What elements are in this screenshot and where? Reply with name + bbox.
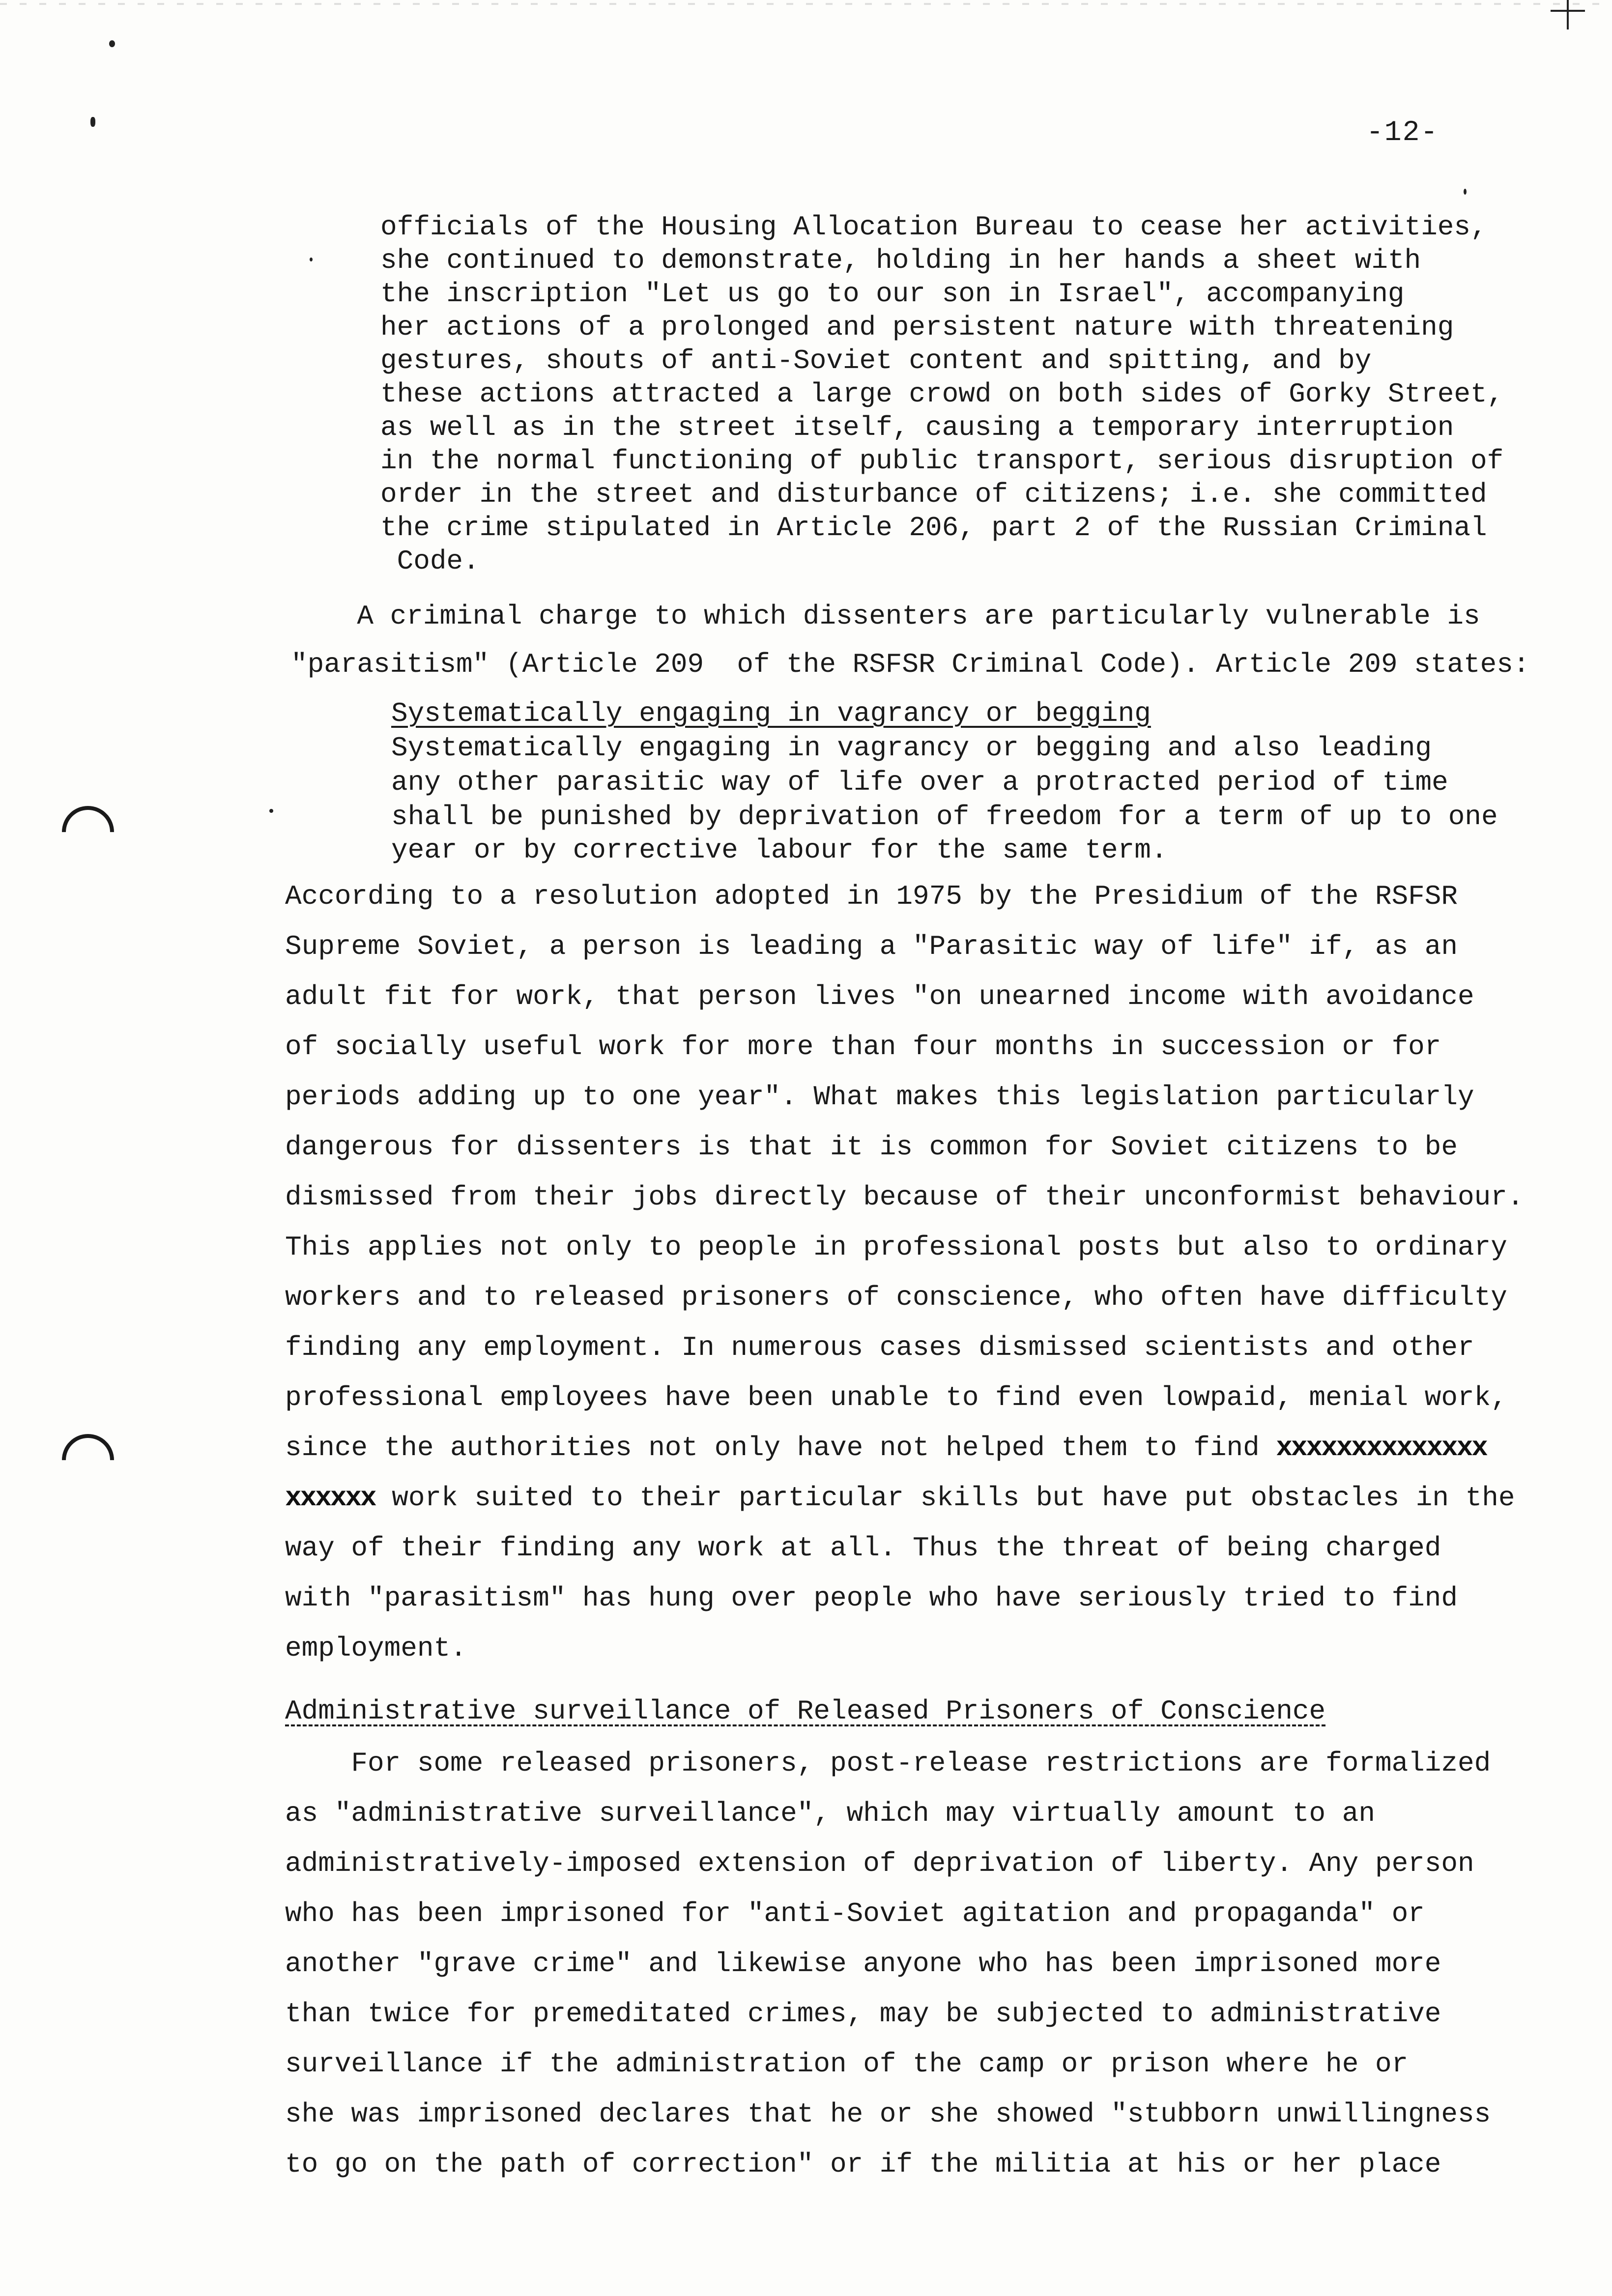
para2-line: to go on the path of correction" or if the militia at his or her place [285, 2149, 1441, 2180]
quote1-line: she continued to demonstrate, holding in her hands a sheet with [380, 245, 1421, 276]
para2-line: For some released prisoners, post-release restrictions are formalized [285, 1748, 1491, 1779]
quote2-line: Systematically engaging in vagrancy or begging and also leading [391, 732, 1432, 764]
para1-line-with-strikeout [285, 1482, 1515, 1514]
para1-line: Supreme Soviet, a person is leading a "Parasitic way of life" if, as an [285, 931, 1458, 962]
para2-line: surveillance if the administration of the camp or prison where he or [285, 2048, 1409, 2080]
para1-line: According to a resolution adopted in 1975 by the Presidium of the RSFSR [285, 881, 1458, 912]
para1-line-with-strikeout [285, 1432, 1487, 1464]
scan-speck-icon [90, 117, 95, 127]
para1-line: of socially useful work for more than four months in succession or for [285, 1031, 1441, 1062]
quote1-line: Code. [380, 545, 480, 577]
struck-out-text: xxxxxxxxxxxxxx [1276, 1432, 1487, 1464]
para2-line: administratively-imposed extension of deprivation of liberty. Any person [285, 1848, 1474, 1879]
struck-out-text: xxxxxx [285, 1482, 375, 1514]
para1-line: way of their finding any work at all. Thus the threat of being charged [285, 1532, 1441, 1564]
para1-line: employment. [285, 1633, 467, 1664]
para2-line: who has been imprisoned for "anti-Soviet agitation and propaganda" or [285, 1898, 1425, 1929]
intro-line: "parasitism" (Article 209 of the RSFSR Criminal Code). Article 209 states: [291, 649, 1530, 680]
quote1-line: the inscription "Let us go to our son in Israel", accompanying [380, 278, 1405, 310]
para2-line: she was imprisoned declares that he or she showed "stubborn unwillingness [285, 2098, 1491, 2130]
quote1-line: in the normal functioning of public transport, serious disruption of [380, 445, 1504, 477]
page-number: -12- [1366, 117, 1439, 149]
para1-line: finding any employment. In numerous cases dismissed scientists and other [285, 1332, 1474, 1363]
scan-speck-icon [1464, 189, 1467, 195]
para1-line: adult fit for work, that person lives "on unearned income with avoidance [285, 981, 1474, 1012]
intro-line: A criminal charge to which dissenters are particularly vulnerable is [291, 601, 1480, 632]
section-heading: Administrative surveillance of Released Prisoners of Conscience [285, 1695, 1326, 1727]
quote2-line: year or by corrective labour for the same term. [391, 834, 1168, 866]
quote1-line: officials of the Housing Allocation Bureau to cease her activities, [380, 211, 1487, 243]
para1-line: workers and to released prisoners of conscience, who often have difficulty [285, 1282, 1507, 1313]
scan-edge-artifact [0, 3, 1612, 5]
punch-hole-icon [51, 795, 125, 869]
para1-line: professional employees have been unable to find even lowpaid, menial work, [285, 1382, 1507, 1413]
quote1-line: gestures, shouts of anti-Soviet content and spitting, and by [380, 345, 1372, 376]
para1-line: dismissed from their jobs directly because of their unconformist behaviour. [285, 1181, 1524, 1213]
quote2-line: shall be punished by deprivation of freedom for a term of up to one [391, 801, 1498, 832]
scan-speck-icon [310, 258, 313, 261]
quote1-line: her actions of a prolonged and persistent nature with threatening [380, 312, 1454, 343]
quote1-line: the crime stipulated in Article 206, part 2 of the Russian Criminal [380, 512, 1487, 544]
para1-line: since the authorities not only have not helped them to find [285, 1432, 1276, 1464]
punch-hole-icon [51, 1423, 125, 1497]
para1-line: dangerous for dissenters is that it is common for Soviet citizens to be [285, 1131, 1458, 1163]
para2-line: another "grave crime" and likewise anyone who has been imprisoned more [285, 1948, 1441, 1980]
quote2-underlined-line: Systematically engaging in vagrancy or begging [391, 698, 1151, 729]
corner-registration-mark-icon [1548, 0, 1587, 34]
scan-speck-icon [109, 40, 115, 47]
para1-line: with "parasitism" has hung over people who have seriously tried to find [285, 1582, 1458, 1614]
para2-line: as "administrative surveillance", which may virtually amount to an [285, 1798, 1375, 1829]
para2-line: than twice for premeditated crimes, may be subjected to administrative [285, 1998, 1441, 2030]
quote2-line: any other parasitic way of life over a protracted period of time [391, 767, 1448, 798]
quote1-line: order in the street and disturbance of citizens; i.e. she committed [380, 479, 1487, 510]
para1-line: periods adding up to one year". What makes this legislation particularly [285, 1081, 1474, 1113]
quote1-line: as well as in the street itself, causing a temporary interruption [380, 412, 1454, 443]
scan-speck-icon [269, 809, 273, 813]
para1-line: work suited to their particular skills but have put obstacles in the [375, 1482, 1515, 1514]
quote1-line: these actions attracted a large crowd on both sides of Gorky Street, [380, 378, 1504, 410]
para1-line: This applies not only to people in professional posts but also to ordinary [285, 1232, 1507, 1263]
